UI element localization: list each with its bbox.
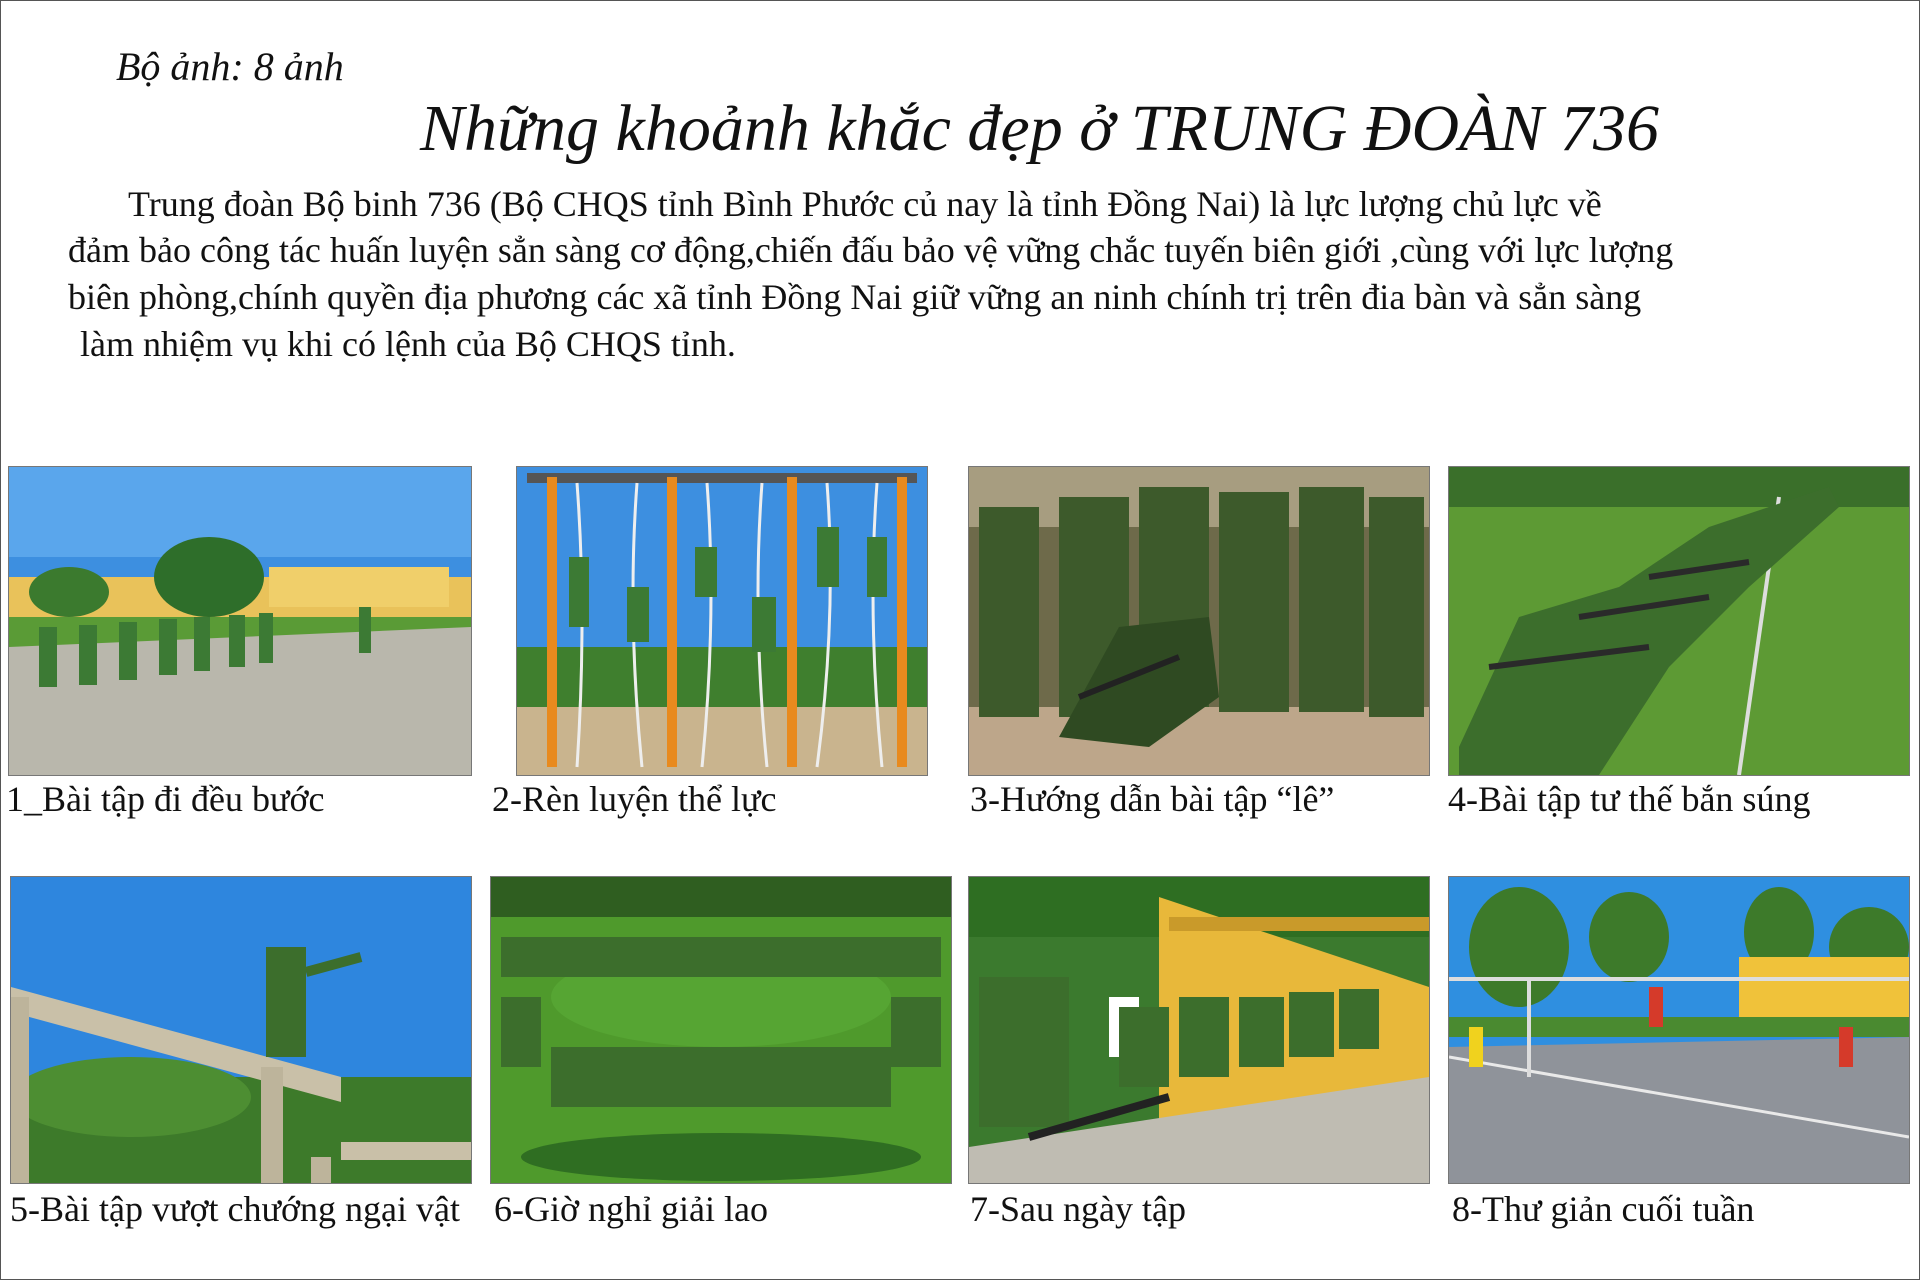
shooting-posture-photo	[1448, 466, 1910, 776]
rest-break-photo	[490, 876, 952, 1184]
obstacle-course-photo	[10, 876, 472, 1184]
bayonet-drill-photo	[968, 466, 1430, 776]
photo-caption-4: 4-Bài tập tư thế bắn súng	[1448, 779, 1811, 819]
volleyball-photo	[1448, 876, 1910, 1184]
intro-line: đảm bảo công tác huấn luyện sẳn sàng cơ động,chiến đấu bảo vệ vững chắc tuyến biên giới ,cùng với lực lượng	[68, 230, 1674, 270]
photo-caption-2: 2-Rèn luyện thể lực	[492, 779, 777, 819]
marching-photo	[8, 466, 472, 776]
photo-caption-6: 6-Giờ nghỉ giải lao	[494, 1189, 768, 1229]
page-title: Những khoảnh khắc đẹp ở TRUNG ĐOÀN 736	[420, 92, 1659, 165]
photo-set-label: Bộ ảnh: 8 ảnh	[116, 44, 344, 89]
photo-caption-3: 3-Hướng dẫn bài tập “lê”	[970, 779, 1335, 819]
rope-climbing-photo	[516, 466, 928, 776]
intro-line: biên phòng,chính quyền địa phương các xã tỉnh Đồng Nai giữ vững an ninh chính trị trên đia bàn và sẳn sàng	[68, 277, 1642, 317]
photo-caption-8: 8-Thư giản cuối tuần	[1452, 1189, 1755, 1229]
intro-line: làm nhiệm vụ khi có lệnh của Bộ CHQS tỉnh.	[80, 324, 736, 364]
weapon-cleaning-photo	[968, 876, 1430, 1184]
photo-caption-7: 7-Sau ngày tập	[970, 1189, 1186, 1229]
photo-caption-1: 1_Bài tập đi đều bước	[6, 779, 325, 819]
intro-line: Trung đoàn Bộ binh 736 (Bộ CHQS tỉnh Bình Phước củ nay là tỉnh Đồng Nai) là lực lượng chủ lực về	[128, 184, 1602, 224]
photo-caption-5: 5-Bài tập vượt chướng ngại vật	[10, 1189, 460, 1229]
